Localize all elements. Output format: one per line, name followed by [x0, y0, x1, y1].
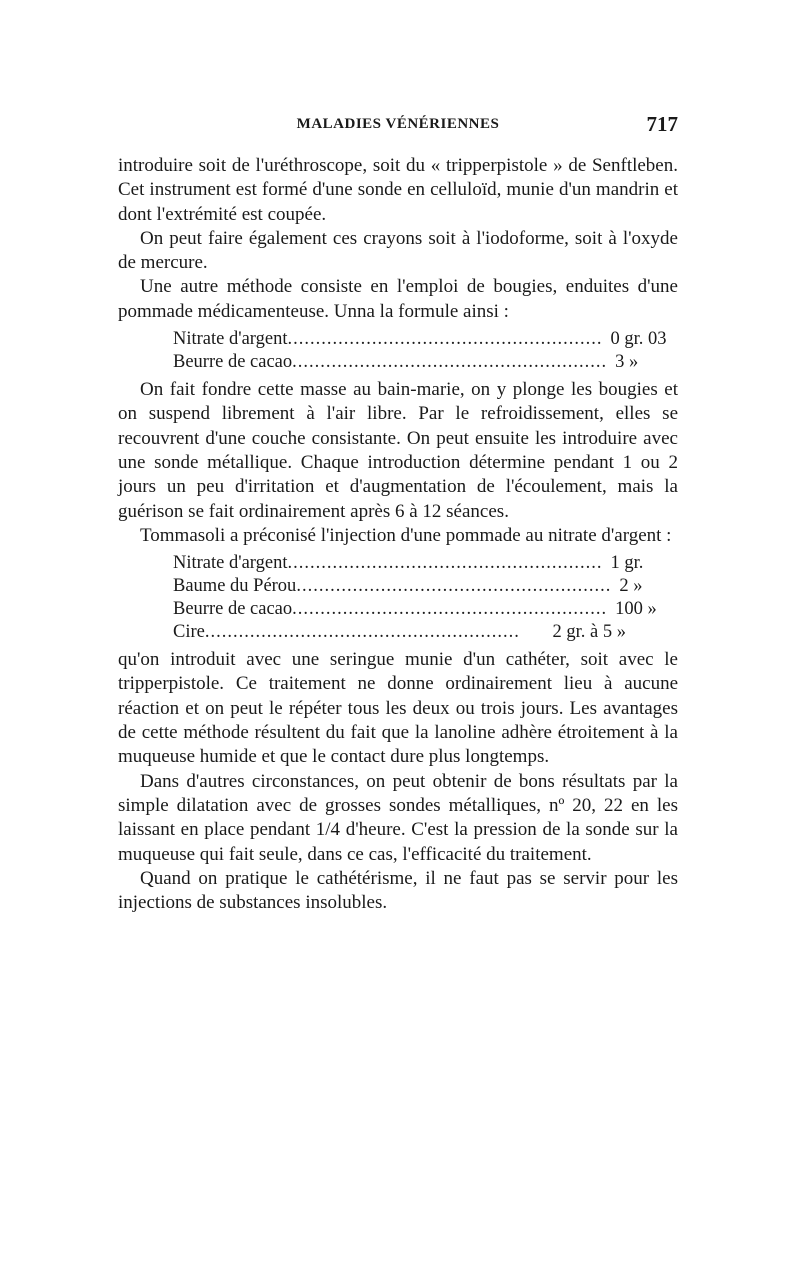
- formula-row: [118, 551, 678, 574]
- paragraph-7: Dans d'autres circonstances, on peut obtenir de bons résultats par la simple dilatation avec de grosses sondes métalliques, nº 20, 22 en les laissant en place pendant 1/4 d'heure. C'est la pression de la sonde sur la muqueuse qui fait seule, dans ce cas, l'efficacité du traitement.: [118, 770, 678, 865]
- ingredient-name: Beurre de cacao: [173, 599, 293, 620]
- formula-row: [118, 620, 678, 643]
- paragraph-4: On fait fondre cette masse au bain-marie, on y plonge les bougies et on suspend librement à l'air libre. Par le refroidissement, elles se recouvrent d'une couche consistante. On peut ensuite les introduire avec une sonde métallique. Chaque introduction détermine pendant 1 ou 2 jours un peu d'irritation et d'augmentation de l'écoulement, mais la guérison se fait ordinairement après 6 à 12 séances.: [118, 379, 678, 522]
- running-title: MALADIES VÉNÉRIENNES: [296, 116, 500, 132]
- ingredient-name: Beurre de cacao: [173, 352, 293, 373]
- paragraph-1: introduire soit de l'uréthroscope, soit du « tripperpistole » de Senftleben. Cet instrument est formé d'une sonde en celluloïd, munie d'un mandrin et dont l'extrémité est coupée.: [118, 155, 678, 225]
- formula-unna: [118, 327, 678, 373]
- dot-leader: ........................................................: [287, 553, 603, 574]
- formula-row: [118, 574, 678, 597]
- ingredient-name: Baume du Pérou: [173, 576, 297, 597]
- dot-leader: ........................................................: [292, 352, 608, 373]
- formula-row: [118, 327, 678, 350]
- ingredient-quantity: 3 »: [615, 352, 639, 373]
- dot-leader: ........................................................: [296, 576, 612, 597]
- ingredient-quantity: 100 »: [615, 599, 657, 620]
- paragraph-8: Quand on pratique le cathétérisme, il ne faut pas se servir pour les injections de substances insolubles.: [118, 867, 678, 914]
- dot-leader: ........................................................: [204, 622, 520, 643]
- ingredient-name: Cire: [173, 622, 205, 643]
- formula-tommasoli: [118, 551, 678, 643]
- formula-row: [118, 597, 678, 620]
- ingredient-name: Nitrate d'argent: [173, 329, 288, 350]
- ingredient-quantity: 2 »: [619, 576, 643, 597]
- paragraph-3: Une autre méthode consiste en l'emploi de bougies, enduites d'une pommade médicamenteuse. Unna la formule ainsi :: [118, 276, 678, 322]
- ingredient-quantity: 1 gr.: [610, 553, 644, 574]
- ingredient-name: Nitrate d'argent: [173, 553, 288, 574]
- page-header: [118, 112, 678, 142]
- ingredient-quantity: 0 gr. 03: [610, 329, 667, 350]
- dot-leader: ........................................................: [292, 599, 608, 620]
- paragraph-2: On peut faire également ces crayons soit à l'iodoforme, soit à l'oxyde de mercure.: [118, 227, 678, 274]
- dot-leader: ........................................................: [287, 329, 603, 350]
- page-number: 717: [646, 112, 678, 136]
- paragraph-6: qu'on introduit avec une seringue munie d'un cathéter, soit avec le tripperpistole. Ce traitement ne donne ordinairement lieu à aucune réaction et on peut le répéter tous les deux ou trois jours. Les avantages de cette méthode résultent du fait que la lanoline adhère étroitement à la muqueuse humide et que le contact dure plus longtemps.: [118, 649, 678, 768]
- body-text: [118, 154, 678, 915]
- ingredient-quantity: 2 gr. à 5 »: [552, 622, 626, 643]
- formula-row: [118, 350, 678, 373]
- paragraph-5: Tommasoli a préconisé l'injection d'une pommade au nitrate d'argent :: [140, 524, 672, 546]
